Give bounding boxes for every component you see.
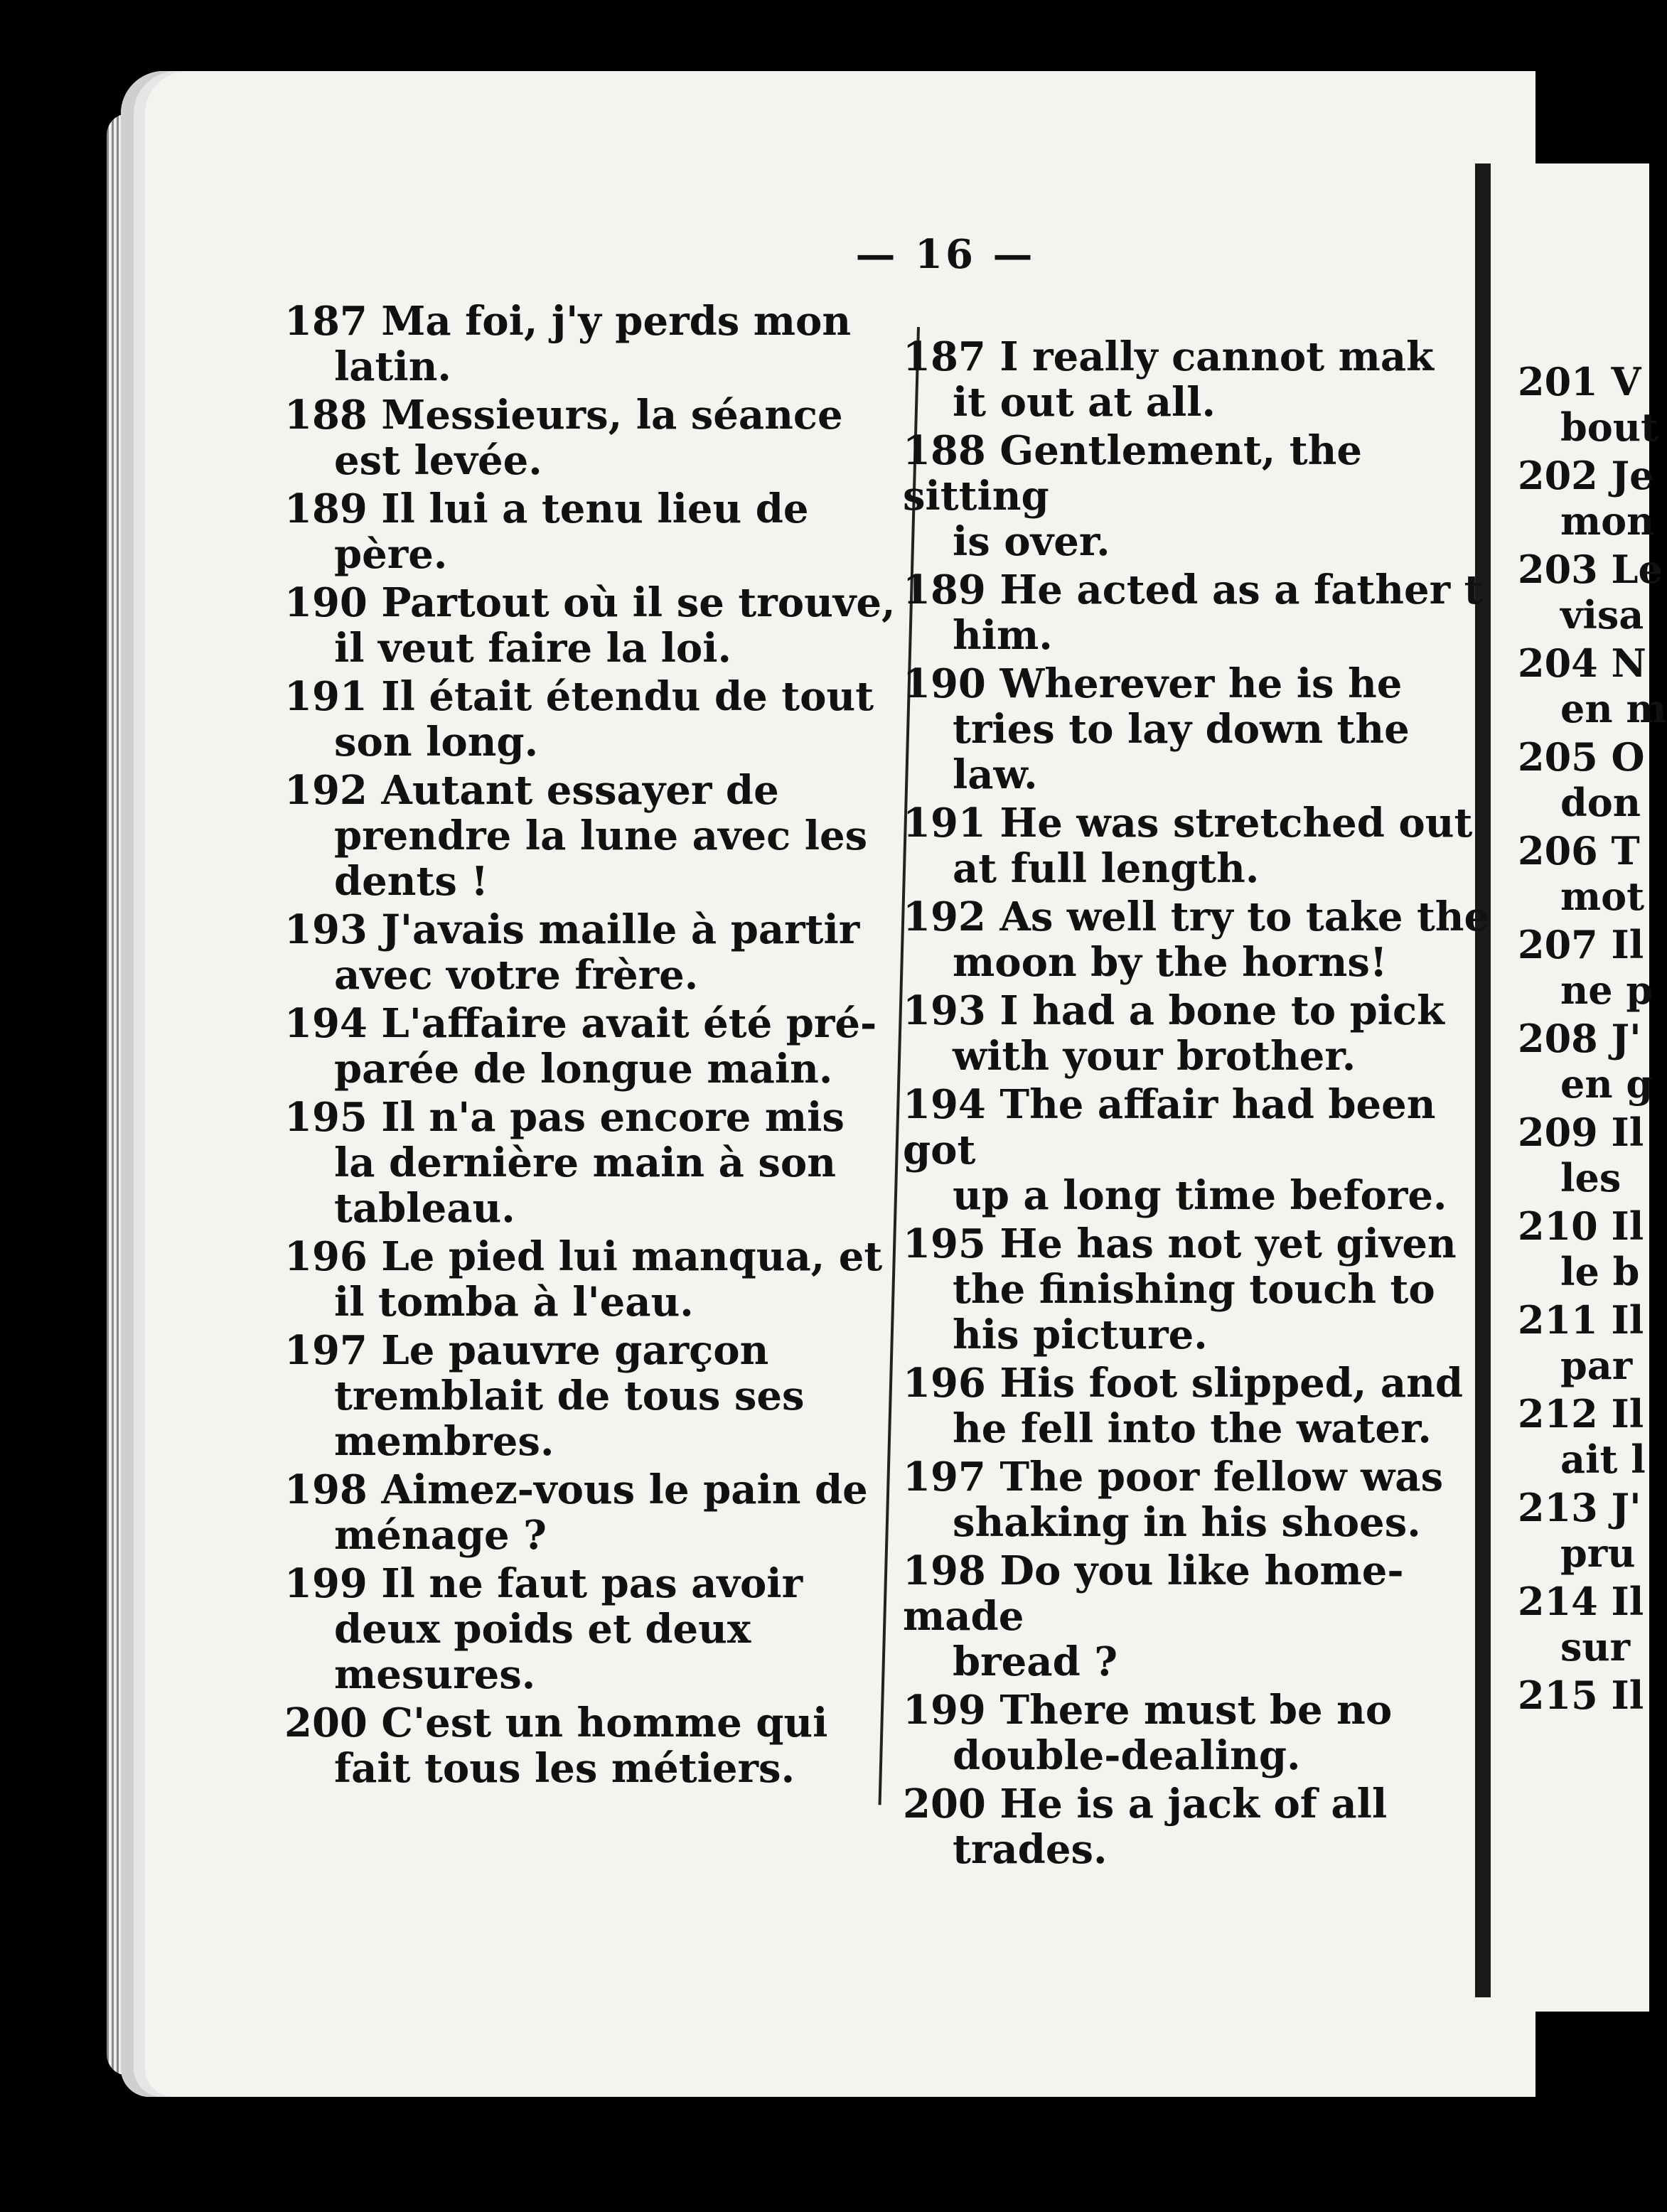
english-entry bbox=[903, 1221, 1493, 1358]
english-entry-continuation: trades. bbox=[953, 1826, 1108, 1873]
french-entry-continuation: prendre la lune avec les dents ! bbox=[334, 812, 868, 905]
next-page-entry-continuation: mot bbox=[1560, 874, 1645, 919]
next-page-entry-continuation: ne p bbox=[1560, 967, 1653, 1013]
french-entry bbox=[284, 1001, 903, 1092]
english-entry-continuation: with your brother. bbox=[953, 1033, 1356, 1080]
french-entry bbox=[284, 580, 903, 671]
french-entry-first-line: 196 Le pied lui manqua, et bbox=[284, 1233, 883, 1280]
english-entry bbox=[903, 567, 1493, 658]
french-entry bbox=[284, 1700, 903, 1791]
next-page-entry bbox=[1518, 1485, 1649, 1576]
french-entry bbox=[284, 1328, 903, 1464]
french-entry bbox=[284, 1234, 903, 1325]
french-entry-continuation: la dernière main à son tableau. bbox=[334, 1139, 836, 1232]
english-entry-continuation: tries to lay down the law. bbox=[953, 706, 1410, 798]
english-entry-first-line: 200 He is a jack of all bbox=[903, 1781, 1388, 1827]
english-entry-first-line: 193 I had a bone to pick bbox=[903, 987, 1444, 1034]
french-entry bbox=[284, 768, 903, 904]
french-entry-first-line: 189 Il lui a tenu lieu de bbox=[284, 485, 809, 532]
english-column bbox=[903, 334, 1493, 1875]
english-entry-continuation: is over. bbox=[953, 518, 1110, 565]
next-page-entry-first-line: 208 J' bbox=[1518, 1016, 1641, 1061]
next-page-entry bbox=[1518, 1579, 1649, 1670]
english-entry bbox=[903, 1082, 1493, 1218]
english-entry-continuation: moon by the horns! bbox=[953, 939, 1388, 986]
next-page-entry-first-line: 206 T bbox=[1518, 828, 1640, 874]
next-page-entry-continuation: par bbox=[1560, 1343, 1633, 1388]
french-entry bbox=[284, 486, 903, 577]
next-page-entry-first-line: 209 Il bbox=[1518, 1110, 1644, 1155]
next-page-entry-continuation: le b bbox=[1560, 1249, 1640, 1294]
french-entry-continuation: avec votre frère. bbox=[334, 952, 699, 999]
next-page-entry bbox=[1518, 640, 1667, 731]
english-entry-first-line: 190 Wherever he is he bbox=[903, 660, 1403, 707]
next-page-entry-first-line: 213 J' bbox=[1518, 1485, 1641, 1530]
french-entry bbox=[284, 674, 903, 765]
french-entry-continuation: parée de longue main. bbox=[334, 1046, 833, 1092]
english-entry-continuation: bread ? bbox=[953, 1638, 1118, 1685]
english-entry-continuation: him. bbox=[953, 612, 1053, 659]
french-entry bbox=[284, 392, 903, 483]
next-page-entry-first-line: 203 Le bbox=[1518, 547, 1663, 592]
french-entry-first-line: 187 Ma foi, j'y perds mon bbox=[284, 298, 852, 345]
french-entry bbox=[284, 299, 903, 390]
french-entry-first-line: 198 Aimez-vous le pain de bbox=[284, 1466, 868, 1513]
english-entry-first-line: 192 As well try to take the bbox=[903, 893, 1490, 940]
english-entry bbox=[903, 1781, 1493, 1872]
french-entry bbox=[284, 1467, 903, 1558]
next-page-entry bbox=[1518, 1203, 1649, 1294]
next-page-entry-continuation: sur bbox=[1560, 1624, 1631, 1670]
english-entry-continuation: it out at all. bbox=[953, 379, 1216, 426]
french-entry-first-line: 194 L'affaire avait été pré- bbox=[284, 1000, 877, 1047]
next-page-entry-first-line: 207 Il bbox=[1518, 922, 1644, 967]
english-entry bbox=[903, 661, 1493, 798]
english-entry-first-line: 189 He acted as a father t bbox=[903, 567, 1483, 613]
english-entry-first-line: 194 The affair had been got bbox=[903, 1081, 1436, 1174]
french-entry-first-line: 191 Il était étendu de tout bbox=[284, 673, 874, 720]
french-entry-first-line: 197 Le pauvre garçon bbox=[284, 1327, 769, 1374]
next-page-entry-continuation: visa bbox=[1560, 592, 1644, 638]
next-page-entry-first-line: 214 Il bbox=[1518, 1579, 1644, 1624]
english-entry bbox=[903, 1360, 1493, 1451]
next-page-entry bbox=[1518, 359, 1658, 450]
english-entry-first-line: 187 I really cannot mak bbox=[903, 333, 1434, 380]
english-entry bbox=[903, 800, 1493, 891]
next-page-entry bbox=[1518, 1016, 1653, 1107]
english-entry bbox=[903, 1548, 1493, 1685]
english-entry-continuation: up a long time before. bbox=[953, 1172, 1447, 1219]
next-page-entry bbox=[1518, 734, 1649, 825]
next-page-entry-first-line: 205 O bbox=[1518, 734, 1645, 780]
next-page-entry bbox=[1518, 1391, 1649, 1482]
french-entry bbox=[284, 907, 903, 998]
french-entry-continuation: son long. bbox=[334, 719, 539, 766]
next-page-entry bbox=[1518, 1673, 1649, 1718]
french-column bbox=[284, 299, 903, 1794]
next-page-entry-continuation: en g bbox=[1560, 1061, 1653, 1107]
english-entry bbox=[903, 894, 1493, 985]
english-entry bbox=[903, 1454, 1493, 1545]
english-entry-continuation: he fell into the water. bbox=[953, 1405, 1432, 1452]
english-entry bbox=[903, 1687, 1493, 1778]
next-page-entry-first-line: 202 Je bbox=[1518, 453, 1654, 498]
next-page-entry-first-line: 212 Il bbox=[1518, 1391, 1644, 1437]
next-page-entry-first-line: 204 N bbox=[1518, 640, 1646, 686]
french-entry bbox=[284, 1095, 903, 1231]
next-page-entry bbox=[1518, 922, 1653, 1013]
english-entry-first-line: 197 The poor fellow was bbox=[903, 1454, 1444, 1500]
english-entry-continuation: double-dealing. bbox=[953, 1732, 1301, 1779]
french-entry-first-line: 188 Messieurs, la séance bbox=[284, 392, 843, 439]
next-page-entry-continuation: pru bbox=[1560, 1530, 1636, 1576]
next-page-entry-continuation: bout bbox=[1560, 404, 1658, 450]
french-entry-first-line: 195 Il n'a pas encore mis bbox=[284, 1094, 845, 1141]
english-entry-first-line: 199 There must be no bbox=[903, 1687, 1393, 1734]
french-entry-continuation: père. bbox=[334, 531, 448, 578]
english-entry-continuation: shaking in his shoes. bbox=[953, 1499, 1421, 1546]
french-entry bbox=[284, 1561, 903, 1697]
english-entry-continuation: at full length. bbox=[953, 845, 1260, 892]
french-entry-first-line: 192 Autant essayer de bbox=[284, 767, 779, 814]
french-entry-continuation: deux poids et deux mesures. bbox=[334, 1606, 751, 1698]
next-page-entry-continuation: mon bbox=[1560, 498, 1655, 544]
english-entry bbox=[903, 334, 1493, 425]
french-entry-continuation: il veut faire la loi. bbox=[334, 625, 732, 672]
page-number: — 16 — bbox=[855, 231, 1036, 278]
french-entry-first-line: 193 J'avais maille à partir bbox=[284, 906, 860, 953]
french-entry-first-line: 190 Partout où il se trouve, bbox=[284, 579, 896, 626]
french-entry-first-line: 200 C'est un homme qui bbox=[284, 1700, 828, 1746]
next-page-entry-continuation: en m bbox=[1560, 686, 1667, 731]
next-page-entry-first-line: 210 Il bbox=[1518, 1203, 1644, 1249]
next-page-entry-first-line: 201 V bbox=[1518, 359, 1641, 404]
next-page-entry bbox=[1518, 547, 1663, 638]
next-page-column bbox=[1518, 359, 1667, 1721]
next-page-entry-continuation: les bbox=[1560, 1155, 1622, 1201]
english-entry-first-line: 195 He has not yet given bbox=[903, 1220, 1457, 1267]
english-entry-first-line: 198 Do you like home-made bbox=[903, 1547, 1404, 1640]
french-entry-continuation: tremblait de tous ses membres. bbox=[334, 1373, 805, 1465]
next-page-entry bbox=[1518, 1110, 1649, 1201]
next-page-entry bbox=[1518, 828, 1649, 919]
french-entry-continuation: il tomba à l'eau. bbox=[334, 1279, 694, 1326]
next-page-entry-first-line: 215 Il bbox=[1518, 1673, 1644, 1718]
next-page-entry-continuation: ait l bbox=[1560, 1437, 1646, 1482]
english-entry-first-line: 191 He was stretched out bbox=[903, 800, 1473, 847]
next-page-entry-continuation: don bbox=[1560, 780, 1641, 825]
next-page-entry bbox=[1518, 453, 1655, 544]
french-entry-first-line: 199 Il ne faut pas avoir bbox=[284, 1560, 803, 1607]
next-page-entry bbox=[1518, 1297, 1649, 1388]
english-entry bbox=[903, 988, 1493, 1079]
english-entry-continuation: the finishing touch to his picture. bbox=[953, 1266, 1435, 1358]
next-page-entry-first-line: 211 Il bbox=[1518, 1297, 1644, 1343]
french-entry-continuation: ménage ? bbox=[334, 1512, 547, 1559]
french-entry-continuation: fait tous les métiers. bbox=[334, 1745, 795, 1792]
english-entry-first-line: 196 His foot slipped, and bbox=[903, 1360, 1464, 1407]
french-entry-continuation: latin. bbox=[334, 343, 451, 390]
english-entry bbox=[903, 428, 1493, 564]
english-entry-first-line: 188 Gentlement, the sitting bbox=[903, 427, 1362, 520]
french-entry-continuation: est levée. bbox=[334, 437, 542, 484]
